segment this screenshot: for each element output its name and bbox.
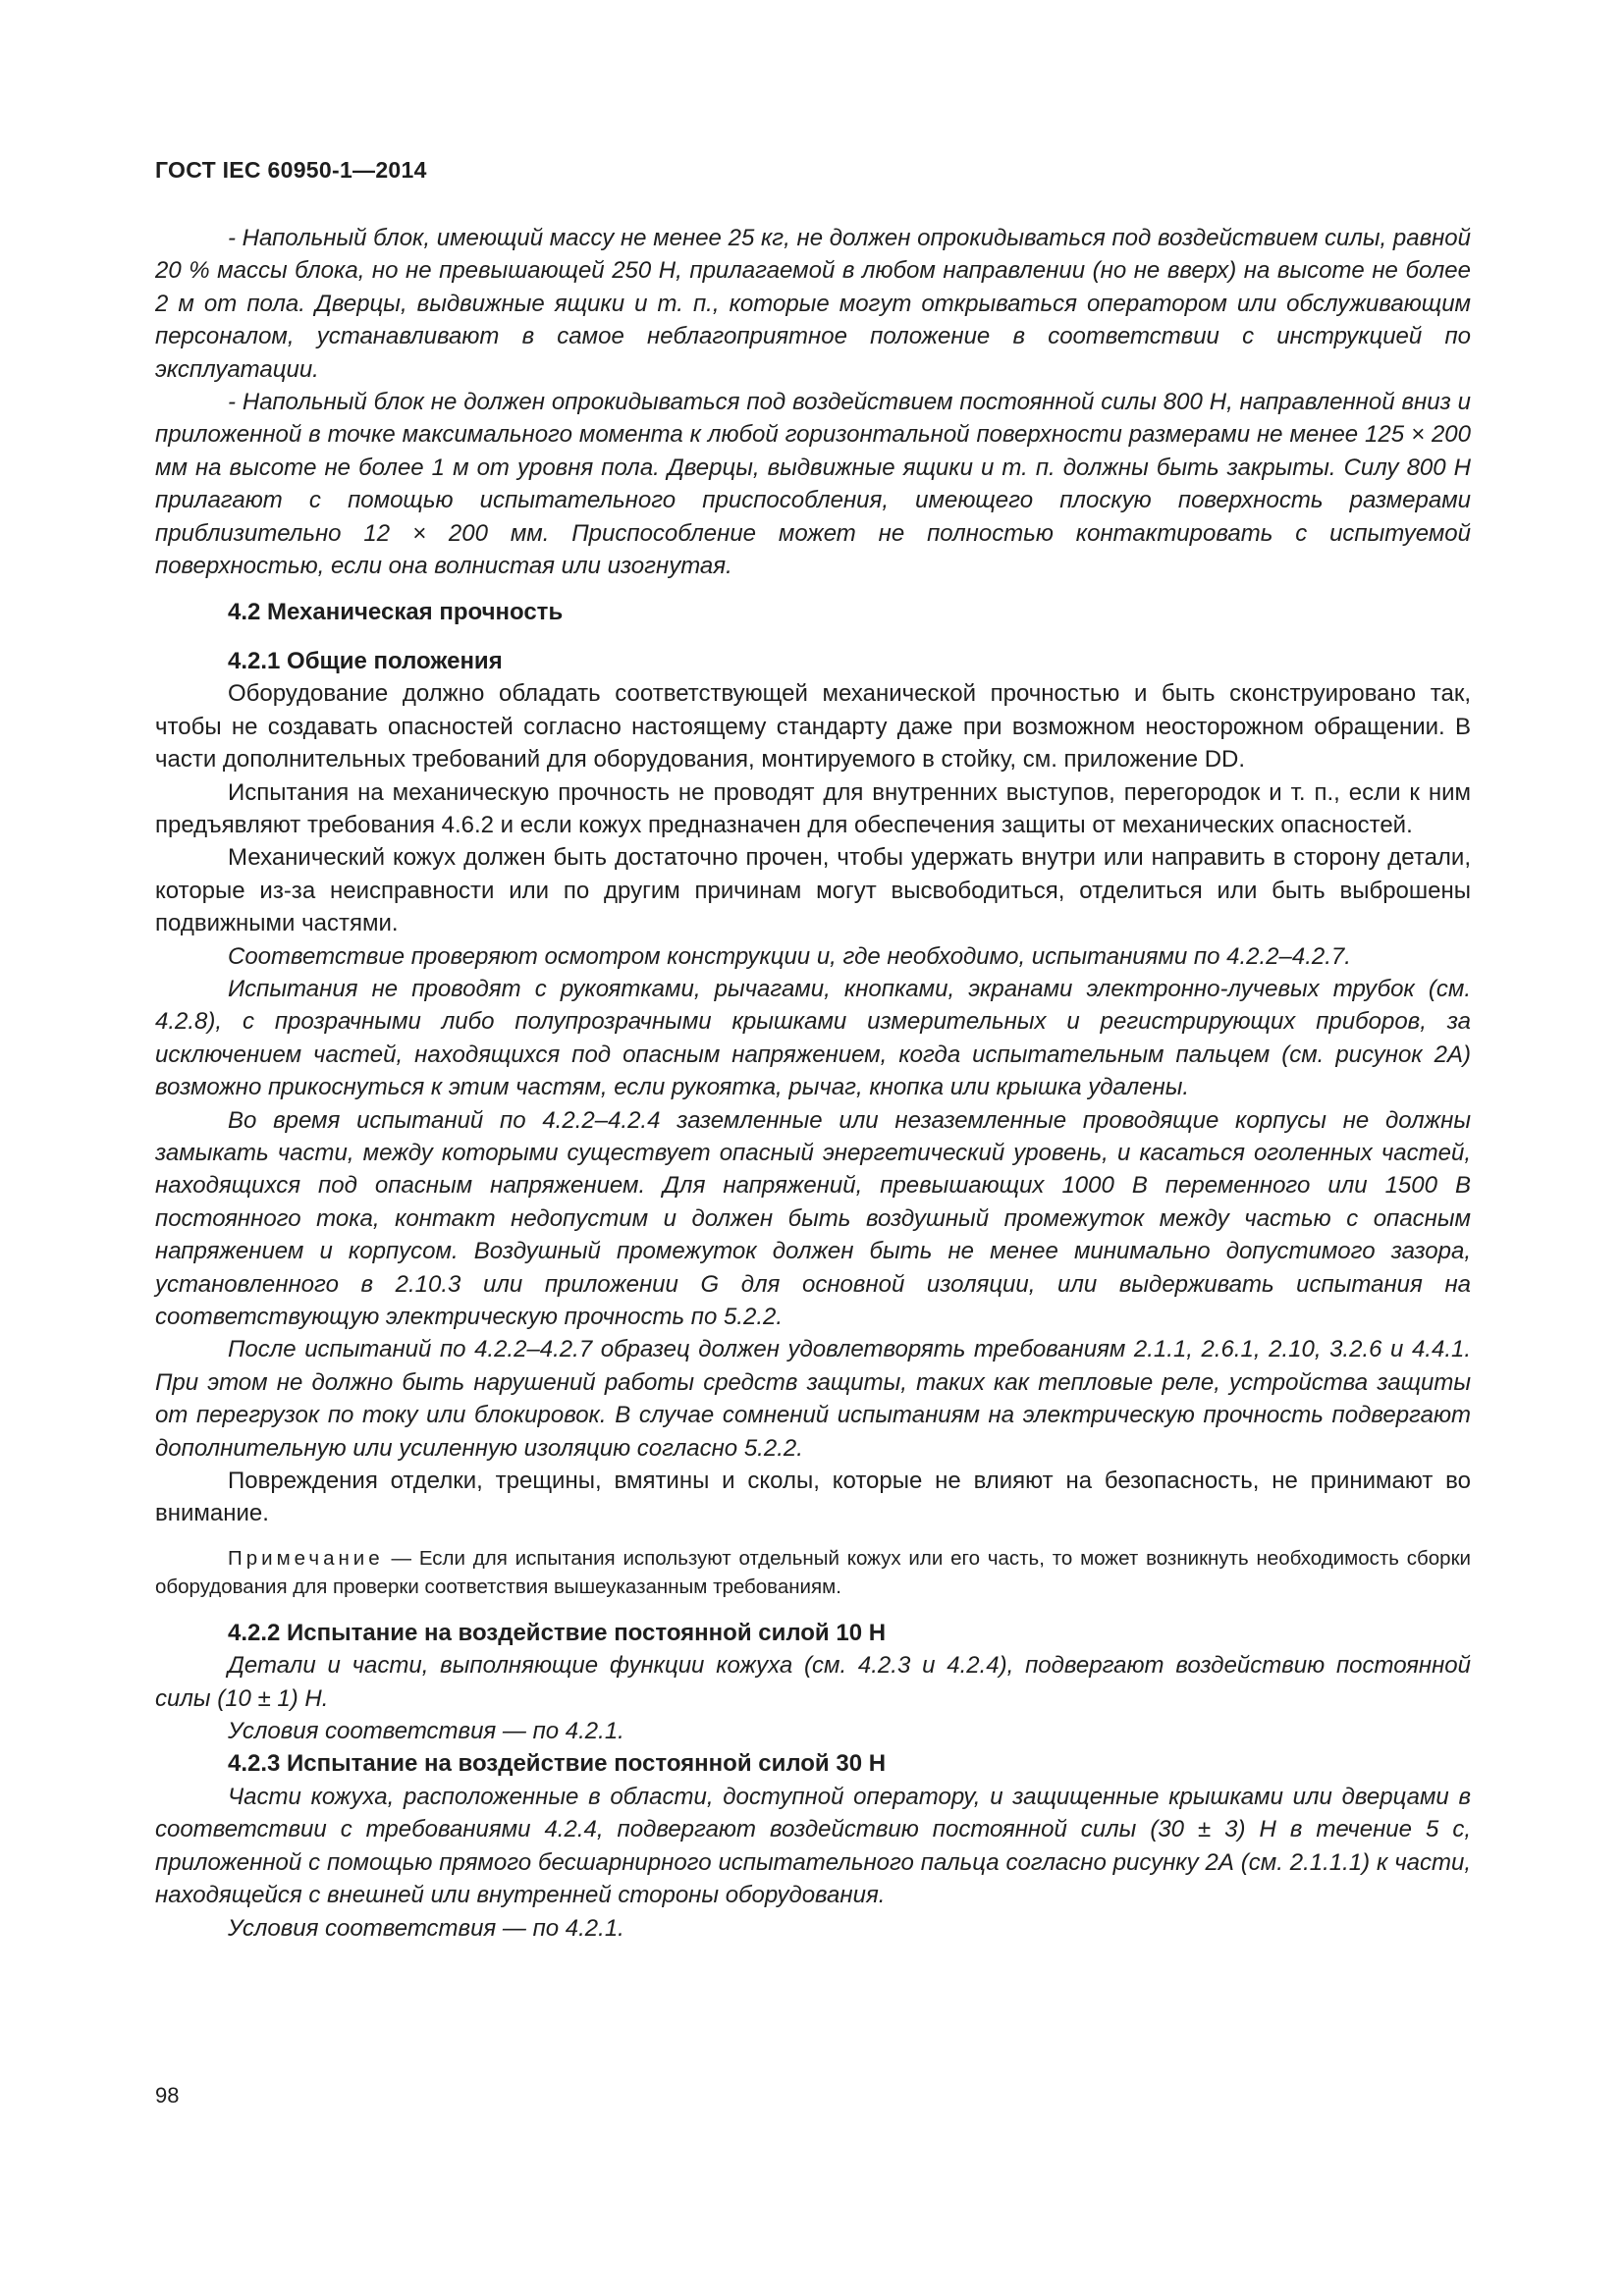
compliance-paragraph: Детали и части, выполняющие функции кожуха (см. 4.2.3 и 4.2.4), подвергают воздействию постоянной силы (10 ± 1) Н. [155,1652,1471,1712]
subsection-heading-4-2-3: 4.2.3 Испытание на воздействие постоянной силой 30 Н [228,1750,887,1778]
compliance-paragraph: После испытаний по 4.2.2–4.2.7 образец должен удовлетворять требованиям 2.1.1, 2.6.1, 2.10, 3.2.6 и 4.4.1. При этом не должно быть нарушений работы средств защиты, таких как тепловые реле, устройства защиты от перегрузок по току или блокировок. В случае сомнений испытаниям на электрическую прочность подвергают дополнительную или усиленную изоляцию согласно 5.2.2. [155,1336,1471,1462]
intro-paragraph: - Напольный блок, имеющий массу не менее 25 кг, не должен опрокидываться под воздействием силы, равной 20 % массы блока, но не превышающей 250 Н, прилагаемой в любом направлении (но не вверх) на высоте не более 2 м от пола. Дверцы, выдвижные ящики и т. п., которые могут открываться оператором или обслуживающим персоналом, устанавливают в самое неблагоприятное положение в соответствии с инструкцией по эксплуатации. [155,225,1471,383]
page-number: 98 [155,2083,180,2108]
body-paragraph: Механический кожух должен быть достаточно прочен, чтобы удержать внутри или направить в сторону детали, которые из-за неисправности или по другим причинам могут высвободиться, отделиться или быть выброшены подвижными частями. [155,844,1471,937]
body-paragraph: Оборудование должно обладать соответствующей механической прочностью и быть сконструировано так, чтобы не создавать опасностей согласно настоящему стандарту даже при возможном неосторожном обращении. В части дополнительных требований для оборудования, монтируемого в стойку, см. приложение DD. [155,680,1471,774]
compliance-paragraph: Части кожуха, расположенные в области, доступной оператору, и защищенные крышками или дверцами в соответствии с требованиями 4.2.4, подвергают воздействию постоянной силы (30 ± 3) Н в течение 5 с, приложенной с помощью прямого бесшарнирного испытательного пальца согласно рисунку 2А (см. 2.1.1.1) к части, находящейся с внешней или внутренней стороны оборудования. [155,1783,1471,1909]
note [155,1544,1471,1601]
compliance-paragraph: Условия соответствия — по 4.2.1. [228,1718,624,1745]
subsection-heading-4-2-2: 4.2.2 Испытание на воздействие постоянной силой 10 Н [228,1619,887,1646]
note-label: Примечание [228,1546,384,1570]
intro-paragraph: - Напольный блок не должен опрокидываться под воздействием постоянной силы 800 Н, направленной вниз и приложенной в точке максимального момента к любой горизонтальной поверхности размерами не менее 125 × 200 мм на высоте не более 1 м от уровня пола. Дверцы, выдвижные ящики и т. п. должны быть закрыты. Силу 800 Н прилагают с помощью испытательного приспособления, имеющего плоскую поверхность размерами приблизительно 12 × 200 мм. Приспособление может не полностью контактировать с испытуемой поверхностью, если она волнистая или изогнутая. [155,389,1471,580]
compliance-paragraph: Во время испытаний по 4.2.2–4.2.4 заземленные или незаземленные проводящие корпусы не должны замыкать части, между которыми существует опасный энергетический уровень, и касаться оголенных частей, находящихся под опасным напряжением. Для напряжений, превышающих 1000 В переменного или 1500 В постоянного тока, контакт недопустим и должен быть воздушный промежуток между частью с опасным напряжением и корпусом. Воздушный промежуток должен быть не менее минимально допустимого зазора, установленного в 2.10.3 или приложении G для основной изоляции, или выдерживать испытания на соответствующую электрическую прочность по 5.2.2. [155,1106,1471,1330]
document-header: ГОСТ IEC 60950-1—2014 [155,157,427,183]
body-paragraph: Повреждения отделки, трещины, вмятины и сколы, которые не влияют на безопасность, не принимают во внимание. [155,1468,1471,1527]
note-text: — Если для испытания используют отдельный кожух или его часть, то может возникнуть необходимость сборки оборудования для проверки соответствия вышеуказанным требованиям. [155,1546,1471,1598]
page-body [155,222,1471,1945]
compliance-paragraph: Испытания не проводят с рукоятками, рычагами, кнопками, экранами электронно-лучевых трубок (см. 4.2.8), с прозрачными либо полупрозрачными крышками измерительных и регистрирующих приборов, за исключением частей, находящихся под опасным напряжением, когда испытательным пальцем (см. рисунок 2А) возможно прикоснуться к этим частям, если рукоятка, рычаг, кнопка или крышка удалены. [155,975,1471,1101]
subsection-heading-4-2-1: 4.2.1 Общие положения [228,647,503,674]
compliance-paragraph: Условия соответствия — по 4.2.1. [228,1914,624,1942]
body-paragraph: Испытания на механическую прочность не проводят для внутренних выступов, перегородок и т. п., если к ним предъявляют требования 4.6.2 и если кожух предназначен для обеспечения защиты от механических опасностей. [155,778,1471,838]
compliance-paragraph: Соответствие проверяют осмотром конструкции и, где необходимо, испытаниями по 4.2.2–4.2.7. [228,942,1351,970]
section-heading-4-2: 4.2 Механическая прочность [228,599,564,626]
